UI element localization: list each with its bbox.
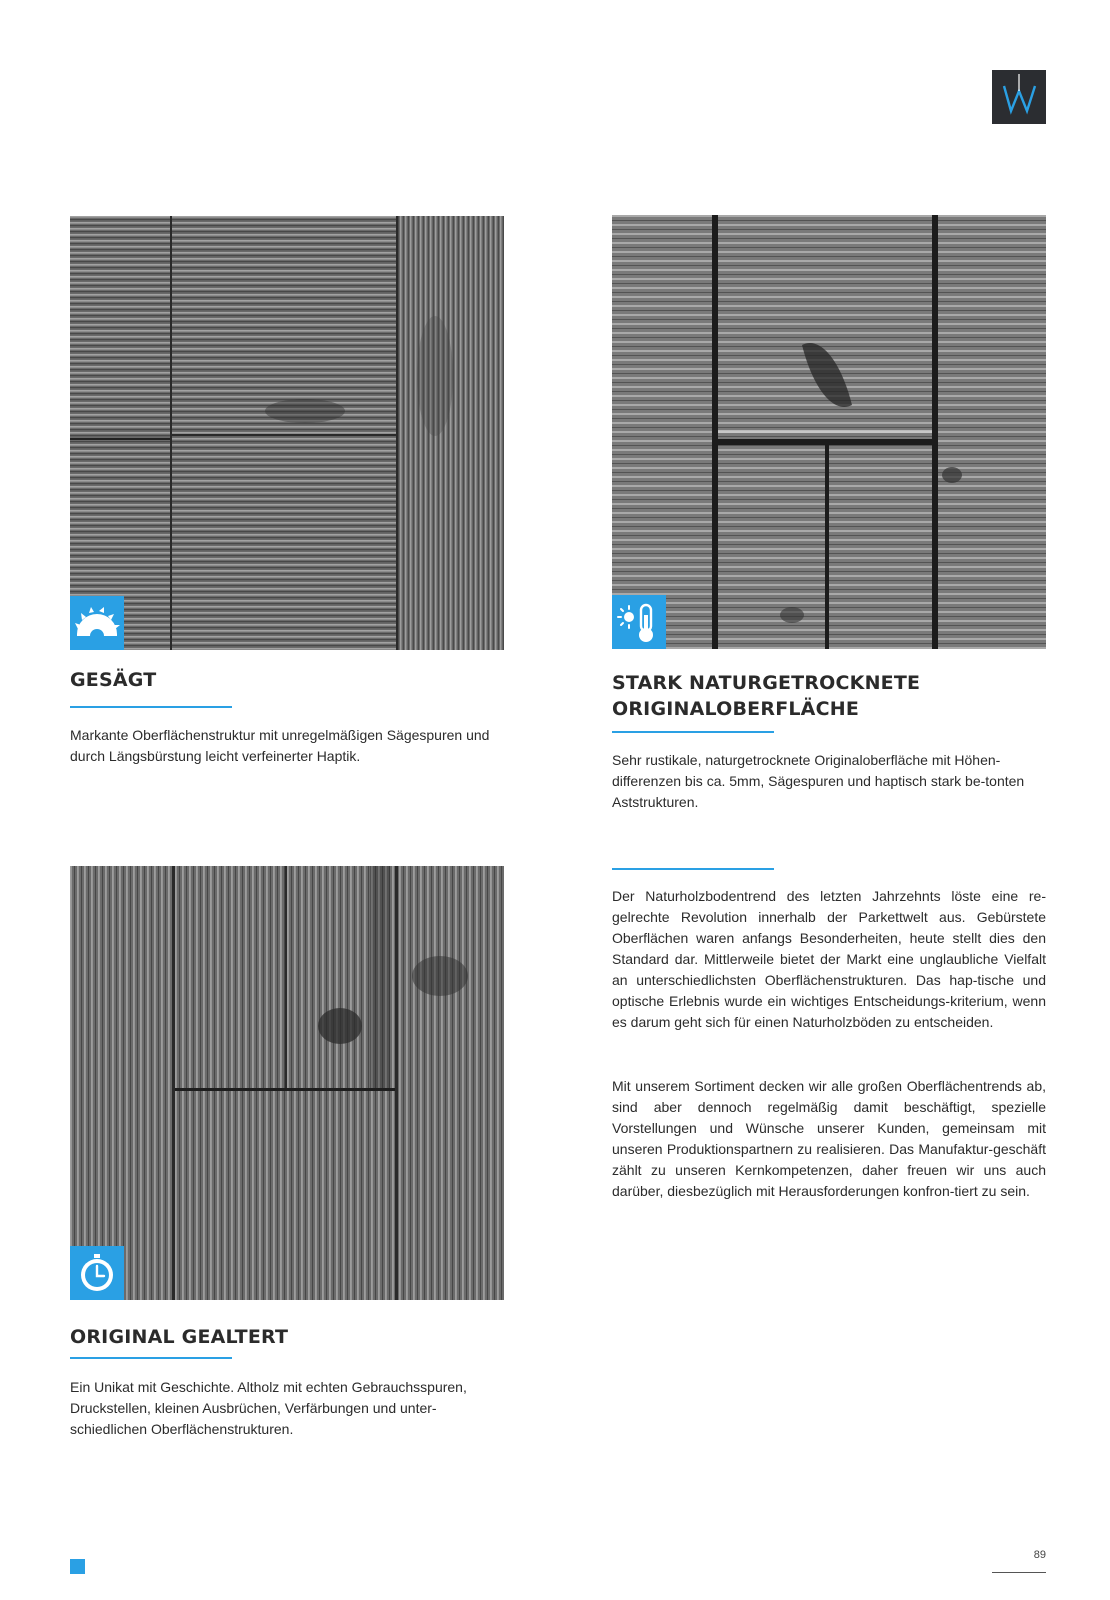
aged-wood-photo [70,866,504,1300]
section-text-naturgetrocknet: Sehr rustikale, naturgetrocknete Originaloberfläche mit Höhen-differenzen bis ca. 5mm, Sägespuren und haptisch stark be-tonten Aststrukturen. [612,752,1025,810]
saw-blade-icon [70,596,124,650]
page-number-rule [992,1572,1046,1573]
footer-accent-square [70,1559,85,1574]
logo-w-mark [992,70,1046,124]
accent-rule [70,706,232,708]
section-text-gesaegt: Markante Oberflächenstruktur mit unregelmäßigen Sägespuren und durch Längsbürstung leicht verfeinerter Haptik. [70,727,490,764]
accent-rule [612,731,774,733]
section-title-line-1: STARK NATURGETROCKNETE [612,672,921,694]
body-paragraph-2: Mit unserem Sortiment decken wir alle großen Oberflächentrends ab, sind aber dennoch regelmäßig damit beschäftigt, spezielle Vorstellungen und Wünsche unserer Kunden, gemeinsam mit unseren Produktionspartnern zu realisieren. Das Manufaktur-geschäft zählt zu unseren Kernkompetenzen, daher freuen wir uns auch darüber, diesbezüglich mit Herausforderungen konfron-tiert zu sein. [612,1078,1046,1199]
section-title-gesaegt: GESÄGT [70,669,157,691]
section-text-gealtert: Ein Unikat mit Geschichte. Altholz mit echten Gebrauchsspuren, Druckstellen, kleinen Ausbrüchen, Verfärbungen und unter-schiedlichen Oberflächenstrukturen. [70,1379,467,1437]
stopwatch-icon [70,1246,124,1300]
section-title-naturgetrocknet [612,670,1046,722]
sun-thermometer-icon [612,595,666,649]
saw-blade-badge [70,596,124,650]
sun-thermometer-badge [612,595,666,649]
naturally-dried-wood-photo [612,215,1046,649]
stopwatch-badge [70,1246,124,1300]
section-title-line-2: ORIGINALOBERFLÄCHE [612,698,860,720]
accent-rule [612,868,774,870]
section-title-gealtert: ORIGINAL GEALTERT [70,1326,289,1348]
body-paragraph-1: Der Naturholzbodentrend des letzten Jahrzehnts löste eine re-gelrechte Revolution innerhalb der Parkettwelt aus. Gebürstete Oberflächen waren anfangs Besonderheiten, heute stellt dies den Standard dar. Mittlerweile bietet der Markt eine unglaubliche Vielfalt an unterschiedlichsten Oberflächenstrukturen. Das hap-tische und optische Erlebnis wurde ein wichtiges Entscheidungs-kriterium, wenn es darum geht sich für einen Naturholzböden zu entscheiden. [612,888,1046,1030]
page-number: 89 [1033,1549,1046,1561]
brand-logo [992,70,1046,124]
sawn-wood-photo [70,216,504,650]
accent-rule [70,1357,232,1359]
